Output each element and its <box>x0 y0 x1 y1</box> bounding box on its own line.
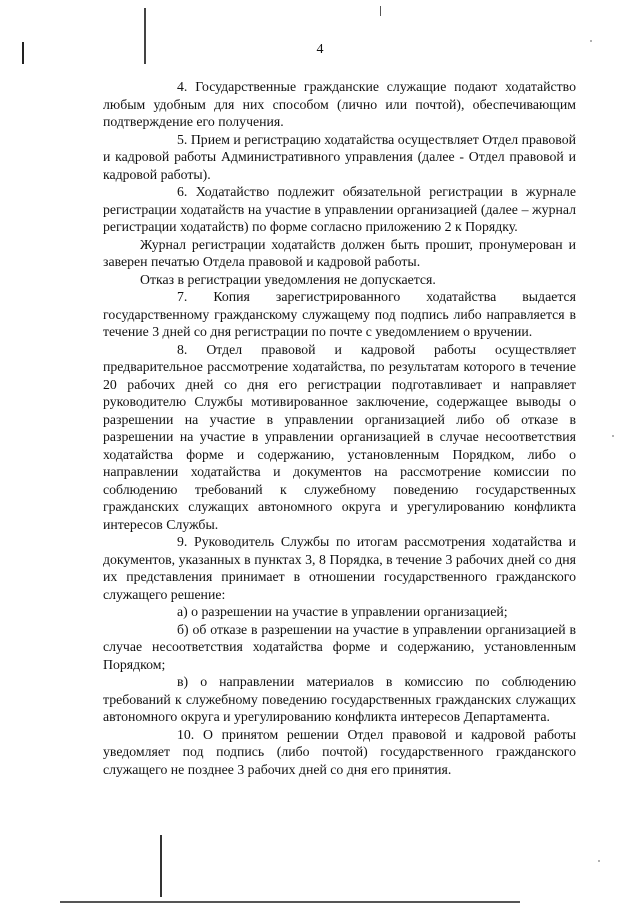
paragraph-text: Отказ в регистрации уведомления не допускается. <box>140 271 436 287</box>
paragraph-5 <box>103 131 576 184</box>
paragraph-10 <box>103 726 576 779</box>
scan-speck <box>612 435 614 437</box>
paragraph-number: 7. <box>177 289 188 304</box>
paragraph-number: а) <box>177 604 188 619</box>
paragraph-9b <box>103 621 576 674</box>
paragraph-text: Руководитель Службы по итогам рассмотрения ходатайства и документов, указанных в пунктах 3, 8 Порядка, в течение 3 рабочих дней со дня их представления принимает в отношении государственного гражданского служащего решение: <box>103 534 576 602</box>
paragraph-number: б) <box>177 621 189 637</box>
paragraph-text: Отдел правовой и кадровой работы осуществляет предварительное рассмотрение ходатайства, по результатам которого в течение 20 рабочих дней со дня его регистрации подготавливает и направляет руководителю Службы мотивированное заключение, содержащее выводы о разрешении на участие в управлении организацией либо об отказе в разрешении на участие в управлении организацией в случае несоответствия ходатайства форме и содержанию, установленным Порядком, либо о направлении ходатайства и документов на рассмотрение комиссии по соблюдению требований к служебному поведению государственных гражданских служащих автономного округа и урегулированию конфликта интересов Службы. <box>103 341 576 532</box>
paragraph-text: О принятом решении Отдел правовой и кадровой работы уведомляет под подпись (либо почтой) государственного гражданского служащего не позднее 3 рабочих дней со дня его принятия. <box>103 726 577 777</box>
scan-mark-bottom-edge <box>60 901 520 903</box>
paragraph-text: Журнал регистрации ходатайств должен быть прошит, пронумерован и заверен печатью Отдела правовой и кадровой работы. <box>103 236 576 269</box>
paragraph-refusal <box>103 271 576 289</box>
paragraph-4 <box>103 78 576 131</box>
paragraph-text: Копия зарегистрированного ходатайства выдается государственному гражданскому служащему под подпись либо направляется в течение 3 дней со дня регистрации по почте с уведомлением о вручении. <box>103 289 576 339</box>
paragraph-number: 8. <box>177 341 188 357</box>
document-body <box>103 78 576 778</box>
paragraph-9a <box>103 603 576 621</box>
page-number: 4 <box>316 42 324 57</box>
paragraph-number: 4. <box>177 79 188 94</box>
paragraph-text: Государственные гражданские служащие подают ходатайство любым удобным для них способом (лично или почтой), обеспечивающим подтверждение его получения. <box>103 79 576 129</box>
paragraph-number: 10. <box>177 726 195 742</box>
paragraph-number: в) <box>177 674 189 689</box>
paragraph-9c <box>103 673 576 726</box>
paragraph-6 <box>103 183 576 236</box>
paragraph-text: о направлении материалов в комиссию по соблюдению требований к служебному поведению государственных гражданских служащих автономного округа и урегулированию конфликта интересов Департамента. <box>103 674 577 724</box>
paragraph-text: Прием и регистрацию ходатайства осуществляет Отдел правовой и кадровой работы Административного управления (далее - Отдел правовой и кадровой работы). <box>103 131 576 182</box>
paragraph-text: о разрешении на участие в управлении организацией; <box>191 604 508 619</box>
paragraph-7 <box>103 288 576 341</box>
paragraph-8 <box>103 341 576 534</box>
paragraph-text: об отказе в разрешении на участие в управлении организацией в случае несоответствия ходатайства форме и содержанию, установленным Порядком; <box>103 621 577 672</box>
paragraph-number: 6. <box>177 184 188 199</box>
paragraph-journal <box>103 236 576 271</box>
scan-speck <box>598 860 600 862</box>
paragraph-9 <box>103 533 576 603</box>
scan-mark-bottom-center <box>160 835 162 897</box>
scan-mark-top-right <box>380 6 381 16</box>
paragraph-number: 5. <box>177 131 188 147</box>
paragraph-text: Ходатайство подлежит обязательной регистрации в журнале регистрации ходатайств на участие в управлении организацией (далее – журнал регистрации ходатайств) по форме согласно приложению 2 к Порядку. <box>103 184 576 234</box>
paragraph-number: 9. <box>177 534 188 549</box>
